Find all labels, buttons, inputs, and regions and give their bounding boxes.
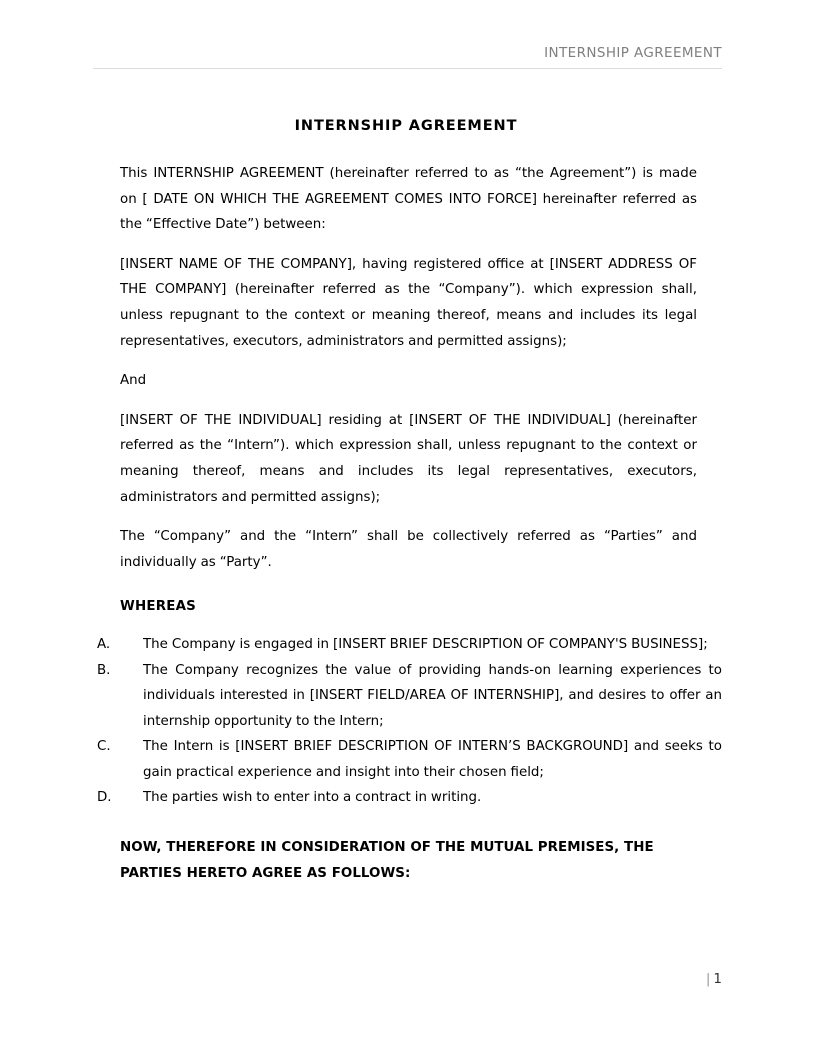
page-header	[93, 42, 722, 69]
paragraph-parties-definition: The “Company” and the “Intern” shall be collectively referred as “Parties” and individually as “Party”.	[120, 529, 697, 570]
clause-text: The parties wish to enter into a contract in writing.	[143, 790, 482, 806]
clause-text: The Company is engaged in [INSERT BRIEF DESCRIPTION OF COMPANY'S BUSINESS];	[143, 636, 708, 652]
list-item	[0, 785, 816, 811]
paragraph-agreement-intro: This INTERNSHIP AGREEMENT (hereinafter referred to as “the Agreement”) is made on [ DATE ON WHICH THE AGREEMENT COMES INTO FORCE] hereinafter referred as the “Effective Date”) between:	[120, 166, 697, 233]
paragraph-and-connector: And	[120, 373, 147, 389]
list-item	[0, 658, 816, 735]
clause-text: The Company recognizes the value of providing hands-on learning experiences to individuals interested in [INSERT FIELD/AREA OF INTERNSHIP], and desires to offer an internship opportunity to the Intern;	[143, 662, 722, 729]
clause-text: The Intern is [INSERT BRIEF DESCRIPTION OF INTERN’S BACKGROUND] and seeks to gain practical experience and insight into their chosen field;	[143, 739, 722, 780]
closing-statement: NOW, THEREFORE IN CONSIDERATION OF THE MUTUAL PREMISES, THE PARTIES HERETO AGREE AS FOLLOWS:	[120, 840, 654, 881]
whereas-heading: WHEREAS	[120, 599, 196, 615]
clause-marker: D.	[97, 790, 112, 806]
list-item	[0, 734, 816, 785]
page-title: INTERNSHIP AGREEMENT	[294, 118, 518, 134]
paragraph-company-party: [INSERT NAME OF THE COMPANY], having registered office at [INSERT ADDRESS OF THE COMPANY] (hereinafter referred as the “Company”). which expression shall, unless repugnant to the context or meaning thereof, means and includes its legal representatives, executors, administrators and permitted assigns);	[120, 256, 697, 349]
clause-marker: A.	[97, 636, 111, 652]
footer-separator: |	[705, 971, 711, 987]
page-number: 1	[713, 971, 722, 987]
paragraph-intern-party: [INSERT OF THE INDIVIDUAL] residing at [INSERT OF THE INDIVIDUAL] (hereinafter referred as the “Intern”). which expression shall, unless repugnant to the context or meaning thereof, means and includes its legal representatives, executors, administrators and permitted assigns);	[120, 412, 697, 505]
clause-marker: C.	[97, 739, 111, 755]
clause-marker: B.	[97, 662, 111, 678]
header-title: INTERNSHIP AGREEMENT	[544, 45, 722, 61]
document-body	[0, 118, 816, 886]
list-item	[0, 632, 816, 658]
whereas-clause-list	[0, 632, 816, 811]
page-footer	[93, 971, 722, 987]
